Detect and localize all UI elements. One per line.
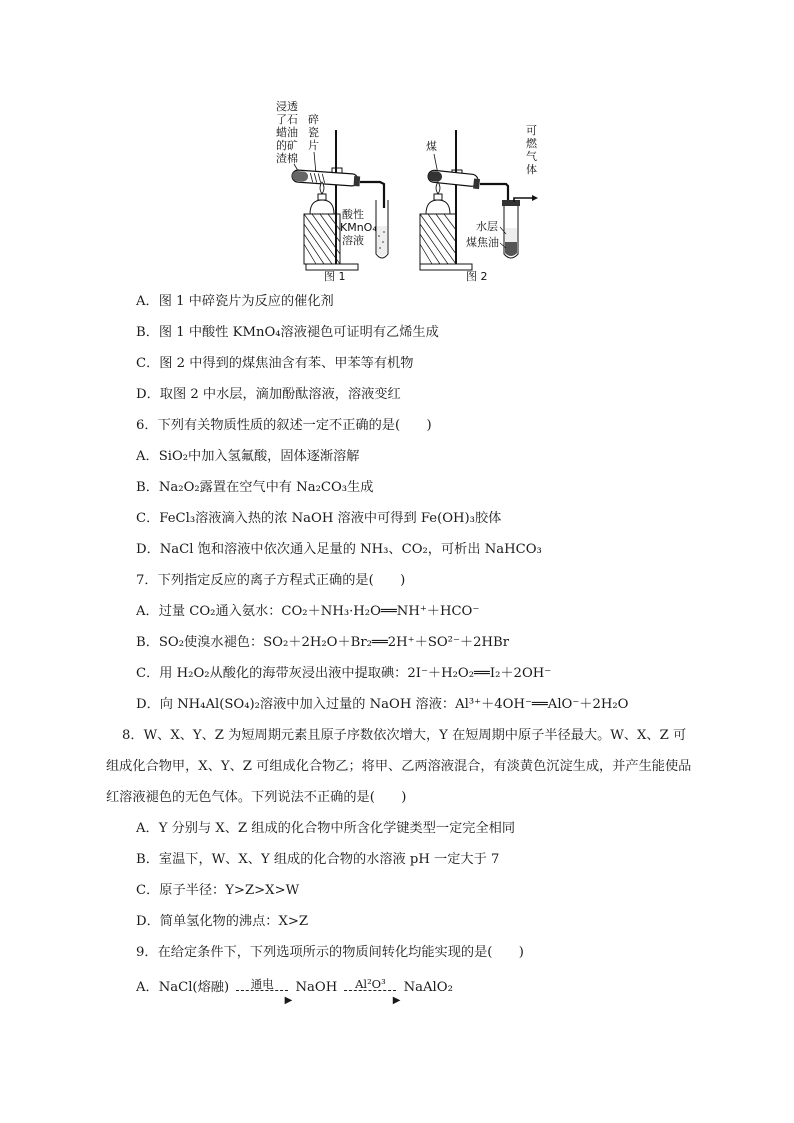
fig2-label-gas-2: 气 xyxy=(526,150,537,163)
q5-option-a: A．图 1 中碎瓷片为反应的催化剂 xyxy=(136,294,334,309)
q9-a-mid: NaOH xyxy=(295,980,338,995)
question-content xyxy=(106,286,695,1006)
q9-arrow-2 xyxy=(344,976,401,1006)
fig1-label-porcelain-2: 片 xyxy=(308,139,319,152)
q6-option-c: C．FeCl₃溶液滴入热的浓 NaOH 溶液中可得到 Fe(OH)₃胶体 xyxy=(136,511,502,526)
q9-option-a xyxy=(120,972,695,1006)
fig1-label-soaked-4: 渣棉 xyxy=(276,152,298,165)
q9-arrow-2-condition: Al²O³ xyxy=(355,976,386,991)
q6-option-a: A．SiO₂中加入氢氟酸，固体逐渐溶解 xyxy=(136,449,360,464)
fig1-label-acid-2: 溶液 xyxy=(342,234,364,247)
fig1-label-porcelain-0: 碎 xyxy=(308,113,319,126)
q5-option-b: B．图 1 中酸性 KMnO₄溶液褪色可证明有乙烯生成 xyxy=(136,325,439,340)
fig2-label-gas-0: 可 xyxy=(526,124,537,137)
arrow-right-icon: ▶ xyxy=(392,994,401,1006)
q7-option-d: D．向 NH₄Al(SO₄)₂溶液中加入过量的 NaOH 溶液：Al³⁺＋4OH⁻══AlO⁻＋2H₂O xyxy=(136,697,629,712)
fig2-label-coal: 煤 xyxy=(426,140,437,153)
q5-option-d: D．取图 2 中水层，滴加酚酞溶液，溶液变红 xyxy=(136,387,401,402)
fig2-label-gas-3: 体 xyxy=(526,163,537,176)
q6-option-b: B．Na₂O₂露置在空气中有 Na₂CO₃生成 xyxy=(136,480,374,495)
fig1-label-soaked-2: 蜡油 xyxy=(276,126,298,139)
fig1-caption: 图 1 xyxy=(324,270,346,283)
apparatus-diagram xyxy=(270,96,540,284)
q9-stem: 9．在给定条件下，下列选项所示的物质间转化均能实现的是( ) xyxy=(136,945,524,960)
q5-option-c: C．图 2 中得到的煤焦油含有苯、甲苯等有机物 xyxy=(136,356,414,371)
q7-option-b: B．SO₂使溴水褪色：SO₂＋2H₂O＋Br₂══2H⁺＋SO²⁻＋2HBr xyxy=(136,635,509,650)
q9-arrow-1 xyxy=(236,976,293,1006)
q9-a-end: NaAlO₂ xyxy=(403,980,453,995)
arrow-right-icon: ▶ xyxy=(284,994,293,1006)
q7-option-c: C．用 H₂O₂从酸化的海带灰浸出液中提取碘：2I⁻＋H₂O₂══I₂＋2OH⁻ xyxy=(136,666,552,681)
q8-option-d: D．简单氢化物的沸点：X>Z xyxy=(136,914,309,929)
fig2-caption: 图 2 xyxy=(466,270,488,283)
q9-a-start: A．NaCl(熔融) xyxy=(136,980,230,995)
q7-stem: 7．下列指定反应的离子方程式正确的是( ) xyxy=(136,573,406,588)
apparatus-figure xyxy=(270,96,540,284)
fig2-label-water: 水层 xyxy=(476,220,498,233)
q6-stem: 6．下列有关物质性质的叙述一定不正确的是( ) xyxy=(136,418,432,433)
fig1-label-acid-1: KMnO₄ xyxy=(340,221,377,234)
fig1-label-soaked-3: 的矿 xyxy=(276,139,298,152)
fig1-label-soaked-1: 了石 xyxy=(276,113,298,126)
q7-option-a: A．过量 CO₂通入氨水：CO₂＋NH₃·H₂O══NH⁺＋HCO⁻ xyxy=(136,604,480,619)
fig2-label-gas-1: 燃 xyxy=(526,137,537,150)
fig1-label-soaked-0: 浸透 xyxy=(276,100,298,113)
q6-option-d: D．NaCl 饱和溶液中依次通入足量的 NH₃、CO₂，可析出 NaHCO₃ xyxy=(136,542,542,557)
q8-option-b: B．室温下，W、X、Y 组成的化合物的水溶液 pH 一定大于 7 xyxy=(136,852,500,867)
q9-arrow-1-condition: 通电 xyxy=(250,976,274,991)
q8-option-c: C．原子半径：Y>Z>X>W xyxy=(136,883,300,898)
q8-option-a: A．Y 分别与 X、Z 组成的化合物中所含化学键类型一定完全相同 xyxy=(136,821,516,836)
q8-stem: 8．W、X、Y、Z 为短周期元素且原子序数依次增大，Y 在短周期中原子半径最大。W、X、Z 可组成化合物甲，X、Y、Z 可组成化合物乙；将甲、乙两溶液混合，有淡黄色沉淀生成，并产生能使品红溶液褪色的无色气体。下列说法不正确的是( ) xyxy=(106,728,692,805)
fig1-label-porcelain-1: 瓷 xyxy=(308,126,319,139)
fig2-label-tar: 煤焦油 xyxy=(466,236,499,249)
fig1-label-acid-0: 酸性 xyxy=(342,208,364,221)
